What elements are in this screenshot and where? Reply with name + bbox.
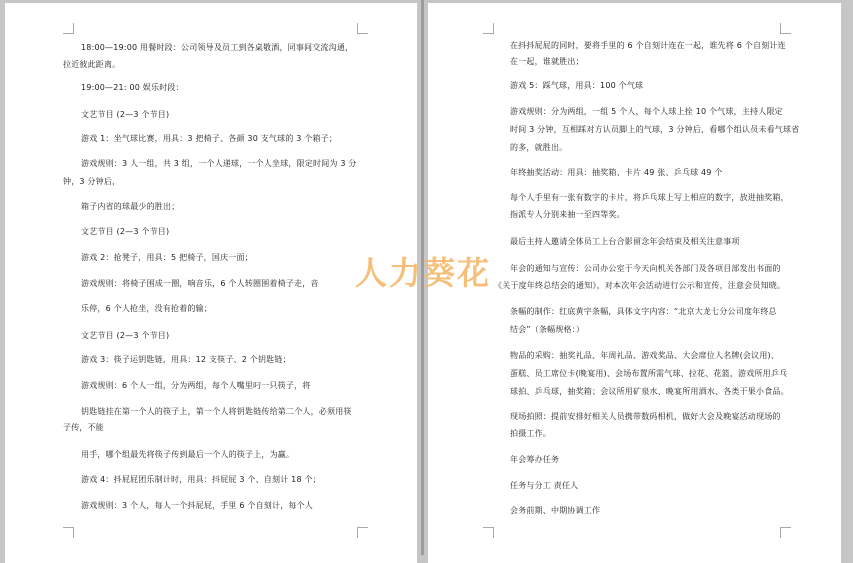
text-line: 结会”（条幅规格：）	[510, 325, 585, 334]
text-line: 游戏 1：坐气球比赛，用具：3 把椅子、各颜 30 支气球的 3 个箱子；	[81, 134, 338, 143]
text-line: 的多，就胜出。	[510, 143, 568, 152]
crop-mark	[357, 527, 368, 538]
text-line: 年会的通知与宣传：公司办公室于今天向机关各部门及各项目部发出书面的	[510, 264, 781, 273]
text-line: 18:00—19:00 用餐时段：公司领导及员工到各桌敬酒，同事间交流沟通，	[81, 43, 354, 52]
text-line: 箱子内省的球最少的胜出；	[81, 202, 180, 211]
text-line: 文艺节目 (2—3 个节目)	[81, 331, 170, 340]
text-line: 游戏规则：6 个人一组，分为两组，每个人嘴里叼一只筷子，将	[81, 381, 311, 390]
text-line: 年终抽奖活动：用具：抽奖箱、卡片 49 张、乒乓球 49 个	[510, 168, 723, 177]
text-line: 游戏规则：将椅子围成一圈，响音乐，6 个人转圈围着椅子走，音	[81, 279, 319, 288]
text-line: 年会筹办任务	[510, 455, 560, 464]
text-line: 游戏规则：分为两组，一组 5 个人，每个人球上拴 10 个气球，主持人限定	[510, 107, 783, 116]
text-line: 游戏 5：踩气球，用具：100 个气球	[510, 81, 644, 90]
text-line: 钥匙链挂在第一个人的筷子上，第一个人将钥匙链传给第二个人，必须用筷	[81, 407, 352, 416]
crop-mark	[63, 23, 74, 34]
crop-mark	[483, 527, 494, 538]
text-line: 游戏 4：抖屁屁团乐制计时，用具：抖屁屁 3 个、自刻计 18 个；	[81, 475, 321, 484]
text-line: 物品的采购：抽奖礼品、年周礼品、游戏奖品、大会席位人名牌(会议用)、	[510, 351, 780, 360]
text-line: 蛋糕、员工席位卡(晚宴用)、会场布置所需气球、拉花、花篮，游戏所用乒乓	[510, 369, 788, 378]
text-line: 子传，不能	[63, 423, 104, 432]
text-line: 19:00—21: 00 娱乐时段：	[81, 83, 184, 92]
crop-mark	[63, 527, 74, 538]
crop-mark	[780, 23, 791, 34]
text-line: 在抖抖屁屁的同时，要将手里的 6 个自刻计连在一起，谁先将 6 个自刻计连	[510, 41, 786, 50]
text-line: 时间 3 分钟，互相踩对方认员脚上的气球，3 分钟后，看哪个组认员未看气球省	[510, 125, 800, 134]
text-line: 任务与分工 责任人	[510, 481, 579, 490]
text-line: 游戏规则：3 人一组，共 3 组，一个人递球，一个人坐球，限定时间为 3 分	[81, 159, 357, 168]
crop-mark	[357, 23, 368, 34]
text-line: 条幅的制作：红底黄字条幅，具体文字内容：“北京大龙七分公司度年终总	[510, 307, 777, 316]
text-line: 现场拍照：提前安排好相关人员携带数码相机，做好大会及晚宴活动现场的	[510, 412, 781, 421]
text-line: 游戏 2：抢凳子，用具：5 把椅子，国庆一面；	[81, 253, 253, 262]
text-line: 会务前期、中期协调工作	[510, 506, 601, 515]
text-line: 拍摄工作。	[510, 429, 551, 438]
text-line: 球拍、乒乓球，抽奖箱；会议所用矿泉水、晚宴所用酒水、各类干果小食品。	[510, 387, 789, 396]
text-line: 用手，哪个组最先将筷子传到最后一个人的筷子上，为赢。	[81, 450, 295, 459]
text-line: 游戏 3：筷子运钥匙链，用具：12 支筷子、2 个钥匙链；	[81, 355, 291, 364]
text-line: 文艺节目 (2—3 个节目)	[81, 227, 170, 236]
text-line: 文艺节目 (2—3 个节目)	[81, 110, 170, 119]
text-line: 在一起，谁就胜出；	[510, 57, 584, 66]
text-line: 《关于度年终总结会的通知》，对本次年会活动进行公示和宣传，注意会员知晓。	[494, 281, 786, 290]
crop-mark	[483, 23, 494, 34]
text-line: 每个人手里有一张有数字的卡片，将乒乓球上写上相应的数字，放进抽奖箱，	[510, 193, 789, 202]
text-line: 乐停，6 个人抢坐，没有抢着的输；	[81, 304, 213, 313]
text-line: 拉近彼此距离。	[63, 60, 121, 69]
crop-mark	[780, 527, 791, 538]
text-line: 钟，3 分钟后，	[63, 177, 121, 186]
text-line: 游戏规则：3 个人，每人一个抖屁屁，手里 6 个自刻计，每个人	[81, 501, 314, 510]
text-line: 最后主持人邀请全体员工上台合影留念年会结束及相关注意事项	[510, 237, 740, 246]
text-line: 指派专人分别来抽一至四等奖。	[510, 210, 625, 219]
watermark-text: 人力葵花	[355, 254, 492, 292]
